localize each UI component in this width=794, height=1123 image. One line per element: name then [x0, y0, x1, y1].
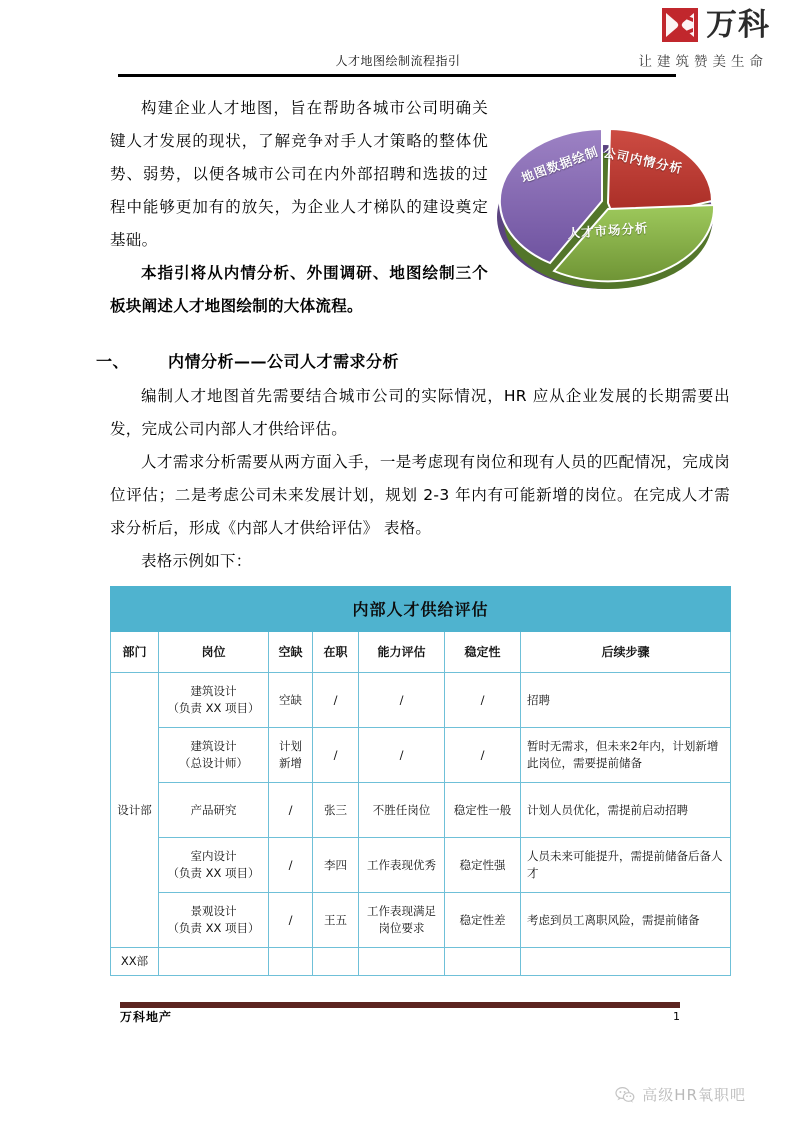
- header-rule: [118, 74, 676, 77]
- position-line-2: （负责 XX 项目）: [167, 701, 260, 715]
- table-row: [111, 838, 731, 893]
- table-header-row: [111, 632, 731, 673]
- position-line-2: （负责 XX 项目）: [167, 921, 260, 935]
- stability-cell: 稳定性强: [445, 838, 521, 893]
- stability-cell-empty: [445, 948, 521, 976]
- position-cell: [159, 838, 269, 893]
- position-cell: [159, 893, 269, 948]
- nextstep-cell: 考虑到员工离职风险，需提前储备: [521, 893, 731, 948]
- ability-cell: 不胜任岗位: [359, 783, 445, 838]
- incumbent-cell: 张三: [313, 783, 359, 838]
- brand-slogan: 让建筑赞美生命: [638, 54, 768, 70]
- vacancy-cell: [269, 728, 313, 783]
- dept-cell-empty: XX部: [111, 948, 159, 976]
- position-line-2: （负责 XX 项目）: [167, 866, 260, 880]
- table-row: [111, 948, 731, 976]
- nextstep-cell: 计划人员优化，需提前启动招聘: [521, 783, 731, 838]
- vacancy-cell: /: [269, 893, 313, 948]
- nextstep-cell: 暂时无需求，但未来2年内，计划新增此岗位，需要提前储备: [521, 728, 731, 783]
- vacancy-cell: 空缺: [269, 673, 313, 728]
- intro-block: [110, 92, 488, 323]
- col-header-incumbent: 在职: [313, 632, 359, 673]
- col-header-stability: 稳定性: [445, 632, 521, 673]
- ability-cell-empty: [359, 948, 445, 976]
- table-title: 内部人才供给评估: [111, 587, 731, 632]
- table-title-row: [111, 587, 731, 632]
- position-line-1: 建筑设计: [190, 684, 237, 698]
- internal-talent-supply-table: [110, 586, 731, 976]
- ability-cell: /: [359, 728, 445, 783]
- document-footer: [120, 1008, 680, 1025]
- incumbent-cell: /: [313, 728, 359, 783]
- vacancy-line-1: 计划: [279, 739, 302, 753]
- watermark-text: 高级HR氧职吧: [642, 1086, 746, 1104]
- position-line-1: 室内设计: [190, 849, 237, 863]
- position-cell-empty: [159, 948, 269, 976]
- col-header-ability: 能力评估: [359, 632, 445, 673]
- stability-cell: /: [445, 673, 521, 728]
- nextstep-cell-empty: [521, 948, 731, 976]
- ability-cell: /: [359, 673, 445, 728]
- wechat-icon: [615, 1086, 635, 1104]
- intro-paragraph-1: 构建企业人才地图，旨在帮助各城市公司明确关键人才发展的现状，了解竞争对手人才策略的整体优势、弱势，以便各城市公司在内外部招聘和选拔的过程中能够更加有的放矢，为企业人才梯队的建设奠定基础。: [110, 99, 488, 249]
- ability-cell: 工作表现优秀: [359, 838, 445, 893]
- col-header-position: 岗位: [159, 632, 269, 673]
- table-row: [111, 893, 731, 948]
- watermark: [615, 1084, 746, 1105]
- section-1-heading: [96, 349, 730, 372]
- position-cell: 产品研究: [159, 783, 269, 838]
- vacancy-cell: /: [269, 783, 313, 838]
- position-line-1: 建筑设计: [190, 739, 237, 753]
- stability-cell: 稳定性一般: [445, 783, 521, 838]
- table-row: [111, 728, 731, 783]
- vacancy-line-2: 新增: [279, 756, 302, 770]
- section-1-paragraph-1: 编制人才地图首先需要结合城市公司的实际情况，HR 应从企业发展的长期需要出发，完成公司内部人才供给评估。: [110, 387, 730, 438]
- section-1-title: 内情分析——公司人才需求分析: [168, 352, 400, 371]
- document-header: [0, 0, 794, 86]
- incumbent-cell-empty: [313, 948, 359, 976]
- footer-company: 万科地产: [120, 1010, 173, 1024]
- vanke-logo-icon: [660, 5, 700, 45]
- section-1-number: 一、: [96, 352, 130, 371]
- position-line-1: 景观设计: [190, 904, 237, 918]
- nextstep-cell: 人员未来可能提升，需提前储备后备人才: [521, 838, 731, 893]
- internal-analysis-label-text: 公司内情分析: [601, 144, 685, 177]
- table-row: [111, 673, 731, 728]
- brand-mark-row: [584, 4, 770, 46]
- supply-table-wrap: [110, 586, 730, 976]
- map-drawing-label-text: 地图数据绘制: [519, 143, 601, 186]
- stability-cell: /: [445, 728, 521, 783]
- position-line-2: （总设计师）: [179, 756, 248, 770]
- ability-cell: 工作表现满足岗位要求: [359, 893, 445, 948]
- page-number: 1: [673, 1010, 680, 1023]
- incumbent-cell: 王五: [313, 893, 359, 948]
- brand-wordmark: 万科: [706, 7, 770, 43]
- incumbent-cell: /: [313, 673, 359, 728]
- col-header-dept: 部门: [111, 632, 159, 673]
- nextstep-cell: 招聘: [521, 673, 731, 728]
- col-header-vacancy: 空缺: [269, 632, 313, 673]
- col-header-nextstep: 后续步骤: [521, 632, 731, 673]
- incumbent-cell: 李四: [313, 838, 359, 893]
- position-cell: [159, 673, 269, 728]
- position-cell: [159, 728, 269, 783]
- dept-group-cell: 设计部: [111, 673, 159, 948]
- header-title: 人才地图绘制流程指引: [335, 54, 461, 68]
- document-body: [96, 92, 730, 976]
- intro-paragraph-2: 本指引将从内情分析、外围调研、地图绘制三个板块阐述人才地图绘制的大体流程。: [110, 264, 488, 315]
- vacancy-cell: /: [269, 838, 313, 893]
- table-row: [111, 783, 731, 838]
- vacancy-cell-empty: [269, 948, 313, 976]
- section-1-paragraph-3: 表格示例如下：: [141, 552, 252, 570]
- stability-cell: 稳定性差: [445, 893, 521, 948]
- section-1-paragraph-2: 人才需求分析需要从两方面入手，一是考虑现有岗位和现有人员的匹配情况，完成岗位评估；二是考虑公司未来发展计划，规划 2-3 年内有可能新增的岗位。在完成人才需求分析后，形成《内部人才供给评估》 表格。: [110, 453, 730, 537]
- talent-market-label-text: 人才市场分析: [567, 220, 649, 241]
